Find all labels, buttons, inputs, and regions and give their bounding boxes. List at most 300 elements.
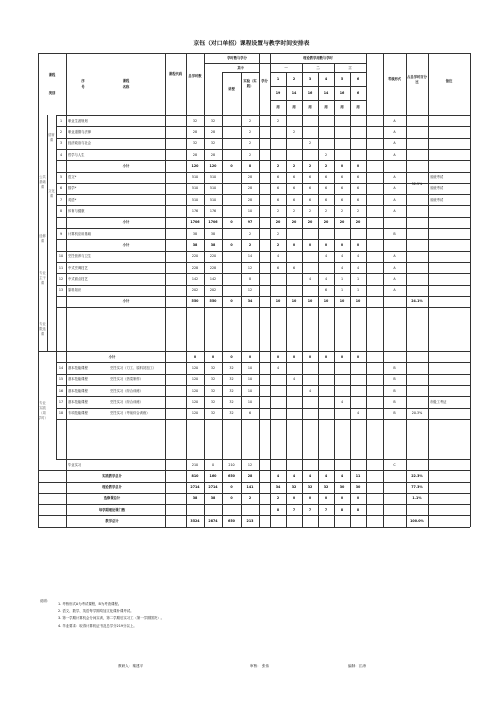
row-semester-2: 32 bbox=[291, 485, 297, 490]
row-percent: 22.3% bbox=[411, 473, 423, 478]
row-semester-6: 0 bbox=[356, 354, 360, 359]
header-remarks: 备注 bbox=[445, 79, 453, 83]
header-category-1: 课程 bbox=[48, 73, 56, 77]
col-line bbox=[350, 72, 351, 527]
row-course-name: 原料知识 bbox=[68, 288, 82, 293]
row-total-hours: 38 bbox=[192, 231, 198, 236]
row-total-hours: 120 bbox=[191, 163, 199, 168]
row-semester-3: 20 bbox=[307, 220, 313, 225]
row-semester-6: 6 bbox=[356, 186, 360, 191]
header-week-unit-1: 周 bbox=[276, 105, 280, 109]
row-percent: 1.1% bbox=[412, 496, 422, 501]
row-credits: 10 bbox=[247, 388, 253, 393]
row-semester-3: 4 bbox=[308, 473, 312, 478]
header-weeks-4: 14 bbox=[323, 91, 329, 95]
row-credits: 12 bbox=[247, 265, 253, 270]
row-total-hours: 2714 bbox=[190, 485, 200, 490]
row-lecture-hours: 510 bbox=[209, 186, 217, 191]
row-percent: 24.1% bbox=[411, 299, 423, 304]
row-practice-hours: 32 bbox=[229, 377, 234, 382]
grid-line bbox=[204, 63, 270, 64]
row-total-hours: 510 bbox=[191, 175, 199, 180]
row-total-label: 理论教学总计 bbox=[102, 485, 122, 490]
row-total-hours: 176 bbox=[191, 209, 199, 214]
row-semester-2: 0 bbox=[292, 242, 296, 247]
col-line bbox=[241, 72, 242, 527]
row-credits: 10 bbox=[247, 399, 253, 404]
row-semester-5: 4 bbox=[340, 473, 344, 478]
row-semester-1: 0 bbox=[276, 354, 280, 359]
row-course-name: 数学* bbox=[68, 186, 77, 191]
row-credits: 2 bbox=[248, 118, 252, 123]
row-total-hours: 120 bbox=[191, 388, 199, 393]
row-semester-1: 2 bbox=[276, 118, 280, 123]
row-semester-5: 4 bbox=[340, 265, 344, 270]
row-semester-6: 4 bbox=[356, 411, 360, 416]
row-course-name: 体育与健康 bbox=[68, 209, 85, 214]
row-practice-hours: 32 bbox=[229, 366, 234, 371]
row-semester-6: 6 bbox=[356, 175, 360, 180]
footer-editor: 编制：江涛 bbox=[348, 664, 366, 668]
row-semester-2: 0 bbox=[292, 354, 296, 359]
row-course-name: 计算机应用基础 bbox=[68, 231, 92, 236]
row-practice-hours: 0 bbox=[230, 496, 233, 501]
row-course-name: 职业道德与法律 bbox=[68, 129, 92, 134]
row-semester-5: 6 bbox=[340, 186, 344, 191]
row-semester-2: 6 bbox=[292, 186, 296, 191]
row-percent: 52.5% bbox=[411, 182, 423, 187]
col-line bbox=[56, 115, 57, 459]
col-line bbox=[186, 53, 187, 527]
row-credits: 0 bbox=[248, 354, 252, 359]
header-year-1: 一 bbox=[284, 66, 288, 70]
row-semester-1: 2 bbox=[276, 231, 280, 236]
header-week-unit-6: 周 bbox=[356, 105, 360, 109]
note-item: 4. 毕业要求：取得计算机证书及总学分219分以上。 bbox=[58, 623, 137, 628]
row-total-label: 实践教学总计 bbox=[102, 473, 122, 478]
row-total-hours: 38 bbox=[192, 242, 198, 247]
row-semester-6: 1 bbox=[356, 288, 360, 293]
row-lecture-hours: 32 bbox=[210, 366, 216, 371]
row-seq: 10 bbox=[58, 254, 64, 259]
row-semester-4: 2 bbox=[324, 152, 328, 157]
row-semester-6: 0 bbox=[356, 242, 360, 247]
row-total-hours: 142 bbox=[191, 276, 199, 281]
side-label-public: 公共基础课 bbox=[39, 175, 46, 190]
col-line bbox=[66, 53, 67, 527]
row-semester-6: 10 bbox=[355, 299, 361, 304]
side-label-elective: 选修课 bbox=[39, 234, 46, 244]
row-credits: 12 bbox=[247, 462, 253, 467]
header-semester-4: 4 bbox=[324, 77, 328, 81]
row-credits: 10 bbox=[247, 377, 253, 382]
row-assessment: B bbox=[393, 411, 396, 416]
row-practice-hours: 32 bbox=[229, 411, 234, 416]
row-total-hours: 3524 bbox=[190, 519, 200, 524]
row-semester-6: 2 bbox=[356, 209, 360, 214]
row-semester-4: 0 bbox=[324, 242, 328, 247]
col-line bbox=[406, 53, 407, 527]
row-practice-hours: 650 bbox=[228, 473, 235, 478]
row-subtotal-label: 小计 bbox=[122, 163, 130, 168]
row-total-label: 教学总计 bbox=[105, 519, 119, 524]
row-seq: 14 bbox=[58, 366, 64, 371]
row-semester-2: 6 bbox=[292, 197, 296, 202]
row-assessment: A bbox=[393, 118, 396, 123]
row-seq: 1 bbox=[59, 118, 63, 123]
row-semester-4: 4 bbox=[324, 473, 328, 478]
row-semester-3: 4 bbox=[308, 276, 312, 281]
row-semester-5: 10 bbox=[339, 299, 345, 304]
header-seq-2: 号 bbox=[81, 85, 85, 89]
row-semester-2: 2 bbox=[292, 129, 296, 134]
row-semester-4: 4 bbox=[324, 276, 328, 281]
row-semester-6: 8 bbox=[356, 507, 360, 512]
row-assessment: B bbox=[393, 231, 396, 236]
row-practice-hours: 0 bbox=[230, 485, 233, 490]
col-line bbox=[204, 53, 205, 527]
row-total-hours: 0 bbox=[193, 354, 197, 359]
row-semester-6: 0 bbox=[356, 496, 360, 501]
row-semester-5: 0 bbox=[340, 354, 344, 359]
row-total-hours: 210 bbox=[191, 462, 199, 467]
row-assessment: A bbox=[393, 141, 396, 146]
row-credits: 28 bbox=[247, 473, 253, 478]
row-semester-4: 4 bbox=[324, 254, 328, 259]
row-seq: 17 bbox=[58, 399, 64, 404]
row-lecture-hours: 2874 bbox=[208, 519, 218, 524]
row-course-detail: 烹饪实习（综合训练） bbox=[110, 388, 143, 393]
row-lecture-hours: 142 bbox=[209, 276, 217, 281]
header-semester-1: 1 bbox=[276, 77, 280, 81]
row-total-hours: 220 bbox=[191, 254, 199, 259]
row-practice-hours: 0 bbox=[230, 299, 233, 304]
row-assessment: A bbox=[393, 197, 396, 202]
row-practice-hours: 0 bbox=[230, 354, 233, 359]
row-semester-4: 6 bbox=[324, 288, 328, 293]
row-semester-2: 6 bbox=[292, 265, 296, 270]
side-label-prof_elective: 专业限选课 bbox=[39, 321, 46, 336]
row-semester-4: 10 bbox=[323, 299, 329, 304]
row-semester-5: 0 bbox=[340, 242, 344, 247]
row-total-hours: 550 bbox=[191, 299, 199, 304]
row-total-hours: 510 bbox=[191, 197, 199, 202]
row-semester-5: 1 bbox=[340, 276, 344, 281]
row-semester-4: 32 bbox=[323, 485, 329, 490]
row-percent: 77.3% bbox=[411, 485, 423, 490]
row-semester-2: 6 bbox=[292, 175, 296, 180]
row-semester-2: 2 bbox=[292, 209, 296, 214]
row-lecture-hours: 202 bbox=[209, 288, 217, 293]
row-credits: 28 bbox=[247, 175, 253, 180]
row-assessment: A bbox=[393, 152, 396, 157]
row-assessment: A bbox=[393, 175, 396, 180]
row-course-name: 基本技能课程 bbox=[68, 399, 88, 404]
header-year-2: 二 bbox=[316, 66, 320, 70]
row-lecture-hours: 510 bbox=[209, 197, 217, 202]
row-semester-3: 4 bbox=[308, 388, 312, 393]
grid-line bbox=[270, 63, 366, 64]
row-course-name: 基本技能课程 bbox=[68, 377, 88, 382]
curriculum-table bbox=[38, 53, 470, 595]
row-semester-1: 2 bbox=[276, 209, 280, 214]
row-semester-6: 6 bbox=[356, 197, 360, 202]
row-semester-6: 20 bbox=[355, 220, 361, 225]
header-week-unit-3: 周 bbox=[308, 105, 312, 109]
row-semester-3: 0 bbox=[308, 242, 312, 247]
row-credits: 12 bbox=[247, 288, 253, 293]
row-semester-1: 20 bbox=[275, 220, 281, 225]
row-semester-2: 0 bbox=[292, 496, 296, 501]
row-lecture-hours: 28 bbox=[210, 129, 216, 134]
header-hours-credits: 学时数与学分 bbox=[227, 56, 247, 60]
row-lecture-hours: 0 bbox=[211, 462, 215, 467]
header-weeks-3: 16 bbox=[307, 91, 313, 95]
header-week-unit-4: 周 bbox=[324, 105, 328, 109]
row-credits: 2 bbox=[248, 231, 252, 236]
row-total-hours: 510 bbox=[191, 186, 199, 191]
row-semester-5: 6 bbox=[340, 175, 344, 180]
row-semester-5: 0 bbox=[340, 163, 344, 168]
side-label-prof_core: 专业主干课 bbox=[39, 271, 46, 286]
row-seq: 9 bbox=[59, 231, 63, 236]
row-semester-5: 20 bbox=[339, 220, 345, 225]
header-credits: 学分 bbox=[261, 79, 268, 83]
col-line bbox=[318, 72, 319, 527]
row-course-name: 专项技能课程 bbox=[68, 411, 88, 416]
row-lecture-hours: 28 bbox=[210, 152, 216, 157]
row-seq: 13 bbox=[58, 288, 64, 293]
row-lecture-hours: 32 bbox=[210, 399, 216, 404]
row-assessment: B bbox=[393, 388, 396, 393]
row-total-hours: 32 bbox=[192, 118, 198, 123]
row-course-name: 毕业实习 bbox=[68, 462, 82, 467]
row-course-name: 中式面点技艺 bbox=[68, 276, 88, 281]
col-line bbox=[334, 63, 335, 527]
row-assessment: A bbox=[393, 265, 396, 270]
row-semester-1: 6 bbox=[276, 175, 280, 180]
row-total-hours: 228 bbox=[191, 265, 199, 270]
row-seq: 5 bbox=[59, 175, 63, 180]
row-assessment: B bbox=[393, 366, 396, 371]
row-total-hours: 120 bbox=[191, 411, 199, 416]
row-credits: 28 bbox=[247, 197, 253, 202]
row-semester-6: 30 bbox=[355, 485, 361, 490]
header-weeks-5: 16 bbox=[339, 91, 345, 95]
header-code: 课程代码 bbox=[168, 72, 183, 76]
side-label-moral: 德育课 bbox=[48, 132, 55, 142]
row-remarks: 市级工考证 bbox=[430, 399, 447, 404]
row-remarks: 省统考试 bbox=[430, 186, 444, 191]
row-total-hours: 202 bbox=[191, 288, 199, 293]
header-lecture: 讲授 bbox=[228, 87, 235, 91]
row-semester-4: 2 bbox=[324, 163, 328, 168]
row-course-name: 哲学与人生 bbox=[68, 152, 85, 157]
row-lecture-hours: 176 bbox=[209, 209, 217, 214]
row-semester-4: 20 bbox=[323, 220, 329, 225]
row-course-name: 烹饪营养与卫生 bbox=[68, 254, 92, 259]
row-total-hours: 1706 bbox=[190, 220, 200, 225]
row-semester-3: 6 bbox=[308, 186, 312, 191]
col-line bbox=[222, 72, 223, 527]
row-semester-6: 1 bbox=[356, 276, 360, 281]
row-remarks: 省统考试 bbox=[430, 197, 444, 202]
row-total-hours: 120 bbox=[191, 366, 199, 371]
row-semester-1: 4 bbox=[276, 473, 280, 478]
row-lecture-hours: 32 bbox=[210, 388, 216, 393]
row-subtotal-label: 小计 bbox=[122, 242, 130, 247]
row-credits: 141 bbox=[246, 485, 254, 490]
row-practice-hours: 32 bbox=[229, 388, 234, 393]
row-assessment: A bbox=[393, 186, 396, 191]
row-credits: 2 bbox=[248, 141, 252, 146]
row-course-name: 基本技能课程 bbox=[68, 388, 88, 393]
row-semester-3: 32 bbox=[307, 485, 313, 490]
row-seq: 15 bbox=[58, 377, 64, 382]
row-semester-1: 2 bbox=[276, 496, 280, 501]
header-semester-3: 3 bbox=[308, 77, 312, 81]
row-semester-6: 4 bbox=[356, 265, 360, 270]
row-semester-3: 10 bbox=[307, 299, 313, 304]
header-total: 总学时数 bbox=[188, 74, 202, 78]
row-credits: 97 bbox=[247, 220, 253, 225]
row-semester-5: 4 bbox=[340, 399, 344, 404]
row-semester-3: 2 bbox=[308, 209, 312, 214]
row-semester-1: 2 bbox=[276, 242, 280, 247]
row-course-detail: 烹饪实习（综合训练） bbox=[110, 399, 143, 404]
row-total-label: 小计 bbox=[108, 354, 116, 359]
table-border-bottom bbox=[38, 527, 470, 528]
col-line bbox=[470, 53, 471, 527]
row-practice-hours: 0 bbox=[230, 163, 233, 168]
row-semester-3: 6 bbox=[308, 175, 312, 180]
col-line bbox=[302, 63, 303, 527]
header-week-unit-2: 周 bbox=[292, 105, 296, 109]
col-line bbox=[165, 53, 166, 527]
row-semester-4: 0 bbox=[324, 354, 328, 359]
row-seq: 7 bbox=[59, 197, 63, 202]
row-lecture-hours: 38 bbox=[210, 231, 216, 236]
row-credits: 34 bbox=[247, 299, 253, 304]
col-line bbox=[366, 53, 367, 527]
header-assessment: 考核形式 bbox=[387, 77, 402, 81]
row-semester-3: 7 bbox=[308, 507, 312, 512]
row-seq: 4 bbox=[59, 152, 63, 157]
row-course-name: 经济政治与社会 bbox=[68, 141, 92, 146]
row-total-hours: 32 bbox=[192, 141, 198, 146]
row-semester-2: 7 bbox=[292, 507, 296, 512]
row-practice-hours: 210 bbox=[228, 462, 235, 467]
row-assessment: B bbox=[393, 377, 396, 382]
row-lecture-hours: 32 bbox=[210, 411, 216, 416]
row-course-name: 基本技能课程 bbox=[68, 366, 88, 371]
header-practice: 实验（实践） bbox=[243, 79, 257, 88]
col-line bbox=[383, 53, 384, 527]
row-assessment: A bbox=[393, 254, 396, 259]
row-assessment: A bbox=[393, 276, 396, 281]
col-line bbox=[270, 53, 271, 527]
row-total-hours: 28 bbox=[192, 129, 198, 134]
note-item: 2. 语文、数学、英语每学期均加文化课补课考试。 bbox=[58, 609, 134, 614]
row-assessment: A bbox=[393, 129, 396, 134]
row-semester-4: 6 bbox=[324, 175, 328, 180]
row-semester-2: 2 bbox=[292, 163, 296, 168]
row-semester-6: 0 bbox=[356, 163, 360, 168]
notes-list bbox=[58, 601, 164, 630]
row-practice-hours: 0 bbox=[230, 242, 233, 247]
row-semester-1: 34 bbox=[275, 485, 281, 490]
side-label-prof_practice: 专业实践（周学时） bbox=[38, 400, 48, 420]
row-semester-5: 30 bbox=[339, 485, 345, 490]
col-line bbox=[259, 53, 260, 527]
row-semester-5: 8 bbox=[340, 507, 344, 512]
col-line bbox=[286, 72, 287, 527]
header-name-1: 课程 bbox=[122, 79, 130, 83]
row-lecture-hours: 160 bbox=[209, 473, 217, 478]
row-credits: 213 bbox=[246, 519, 254, 524]
row-course-detail: 烹饪实习（热菜制作） bbox=[110, 377, 143, 382]
row-lecture-hours: 32 bbox=[210, 377, 216, 382]
row-seq: 2 bbox=[59, 129, 63, 134]
row-semester-6: 4 bbox=[356, 254, 360, 259]
row-seq: 12 bbox=[58, 276, 64, 281]
row-seq: 6 bbox=[59, 186, 63, 191]
row-lecture-hours: 38 bbox=[210, 496, 216, 501]
row-seq: 3 bbox=[59, 141, 63, 146]
row-credits: 14 bbox=[247, 254, 253, 259]
row-credits: 2 bbox=[248, 152, 252, 157]
row-semester-5: 6 bbox=[340, 197, 344, 202]
header-weeks-1: 19 bbox=[275, 91, 281, 95]
header-percent: 占总学时百分比 bbox=[407, 75, 427, 84]
row-semester-4: 7 bbox=[324, 507, 328, 512]
row-semester-4: 6 bbox=[324, 186, 328, 191]
header-year-3: 三 bbox=[348, 66, 352, 70]
row-semester-1: 4 bbox=[276, 366, 280, 371]
row-semester-5: 0 bbox=[340, 496, 344, 501]
row-assessment: A bbox=[393, 288, 396, 293]
header-weeks-2: 14 bbox=[291, 91, 297, 95]
row-practice-hours: 32 bbox=[229, 399, 234, 404]
row-course-name: 职业生涯规划 bbox=[68, 118, 88, 123]
side-label-culture: 文化课 bbox=[48, 189, 55, 199]
row-percent: 100.0% bbox=[410, 519, 424, 524]
row-semester-1: 4 bbox=[276, 254, 280, 259]
row-seq: 18 bbox=[58, 411, 64, 416]
row-semester-6: 11 bbox=[355, 473, 361, 478]
row-semester-1: 8 bbox=[276, 507, 280, 512]
row-course-detail: 烹饪实习（刀工、原料初加工） bbox=[110, 366, 157, 371]
row-semester-4: 0 bbox=[324, 496, 328, 501]
row-credits: 2 bbox=[248, 496, 252, 501]
row-course-name: 语文* bbox=[68, 175, 77, 180]
row-assessment: C bbox=[393, 462, 396, 467]
row-semester-3: 0 bbox=[308, 354, 312, 359]
header-weeks-6: 6 bbox=[356, 91, 360, 95]
row-semester-4: 6 bbox=[324, 197, 328, 202]
header-seq-1: 序 bbox=[81, 79, 85, 83]
row-total-hours: 120 bbox=[191, 399, 199, 404]
row-lecture-hours: 0 bbox=[211, 354, 215, 359]
row-credits: 10 bbox=[247, 209, 253, 214]
header-theory-weeks: 理论教学周数与学时 bbox=[303, 56, 333, 60]
row-lecture-hours: 1706 bbox=[208, 220, 218, 225]
row-total-hours: 38 bbox=[192, 496, 198, 501]
row-remarks: 省统考试 bbox=[430, 175, 444, 180]
row-lecture-hours: 228 bbox=[209, 265, 217, 270]
row-semester-5: 4 bbox=[340, 254, 344, 259]
row-lecture-hours: 32 bbox=[210, 141, 216, 146]
